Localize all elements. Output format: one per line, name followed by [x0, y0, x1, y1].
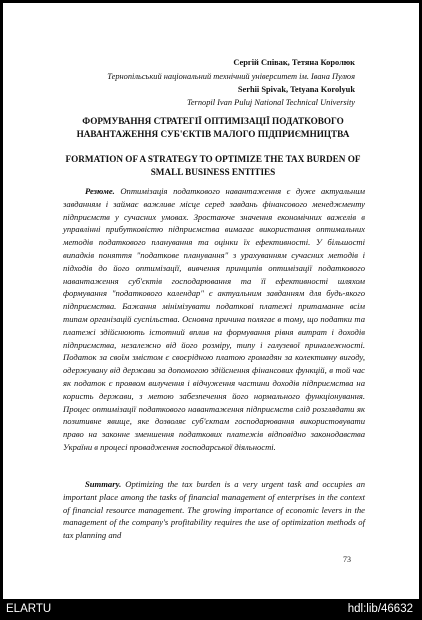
abstract-en — [63, 478, 365, 542]
affiliation-uk: Тернопільський національний технічний університет ім. Івана Пулюя — [107, 72, 355, 81]
authors-uk: Сергій Співак, Тетяна Королюк — [233, 58, 355, 67]
abstract-uk-label: Резюме. — [85, 186, 115, 196]
handle-link[interactable]: hdl:lib/46632 — [347, 603, 413, 615]
authors-en: Serhii Spivak, Tetyana Korolyuk — [237, 85, 355, 94]
document-page — [3, 3, 419, 599]
abstract-en-label: Summary. — [85, 479, 122, 489]
footer-bar — [0, 599, 422, 620]
abstract-uk — [63, 185, 365, 454]
affiliation-en: Ternopil Ivan Puluj National Technical University — [186, 98, 355, 107]
repository-name: ELARTU — [6, 603, 52, 615]
abstract-en-text: Optimizing the tax burden is a very urgent task and occupies an important place among the tasks of financial management of enterprises in the context of financial resource management. The growing importance of economic levers in the management of the company's profitability requires the use of optimization methods of tax planning and — [63, 479, 365, 541]
title-en: FORMATION OF A STRATEGY TO OPTIMIZE THE TAX BURDEN OF SMALL BUSINESS ENTITIES — [65, 154, 361, 177]
title-uk: ФОРМУВАННЯ СТРАТЕГІЇ ОПТИМІЗАЦІЇ ПОДАТКОВОГО НАВАНТАЖЕННЯ СУБ'ЄКТІВ МАЛОГО ПІДПРИЄМНИЦТВА — [76, 116, 350, 139]
abstract-uk-text: Оптимізація податкового навантаження є дуже актуальним завданням і займає важливе місце серед завдань фінансового менеджменту підприємств у сучасних умовах. Зростаюче значення економічних важелів в управлінні прибутковістю підприємства вимагає використання оптимальних методів податкового планування та оцінки їх ефективності. У більшості випадків поняття "податкове планування" з урахуванням сучасних методів і підходів до його оптимізації, вивчення принципів оптимізації податкового навантаження суб'єктів господарювання та її ефективності шляхом формування "податкового календар" є актуальним завданням для будь-якого підприємства. Бажання мінімізувати податкові платежі притаманне всім типам організацій суспільства. Основна причина полягає в тому, що податки та платежі здійснюють істотний вплив на формування рівня витрат і доходів підприємства, незалежно від його розміру, типу і галузевої приналежності. Податок за своїм змістом є своєрідною платою громадян за колективну вигоду, одержувану від держави за допомогою здійснення фінансових функцій, в той час як податок є проявом вилучення і відчуження частини доходів підприємства на користь держави, з метою забезпечення його нормального функціонування. Процес оптимізації податкового навантаження підприємств слід розглядати як позитивне явище, яке дозволяє суб'єктам господарювання використовувати право на законне зменшення податкових платежів відповідно законодавства України в процесі провадження господарської діяльності. — [63, 186, 366, 452]
page-number: 73 — [343, 555, 351, 564]
